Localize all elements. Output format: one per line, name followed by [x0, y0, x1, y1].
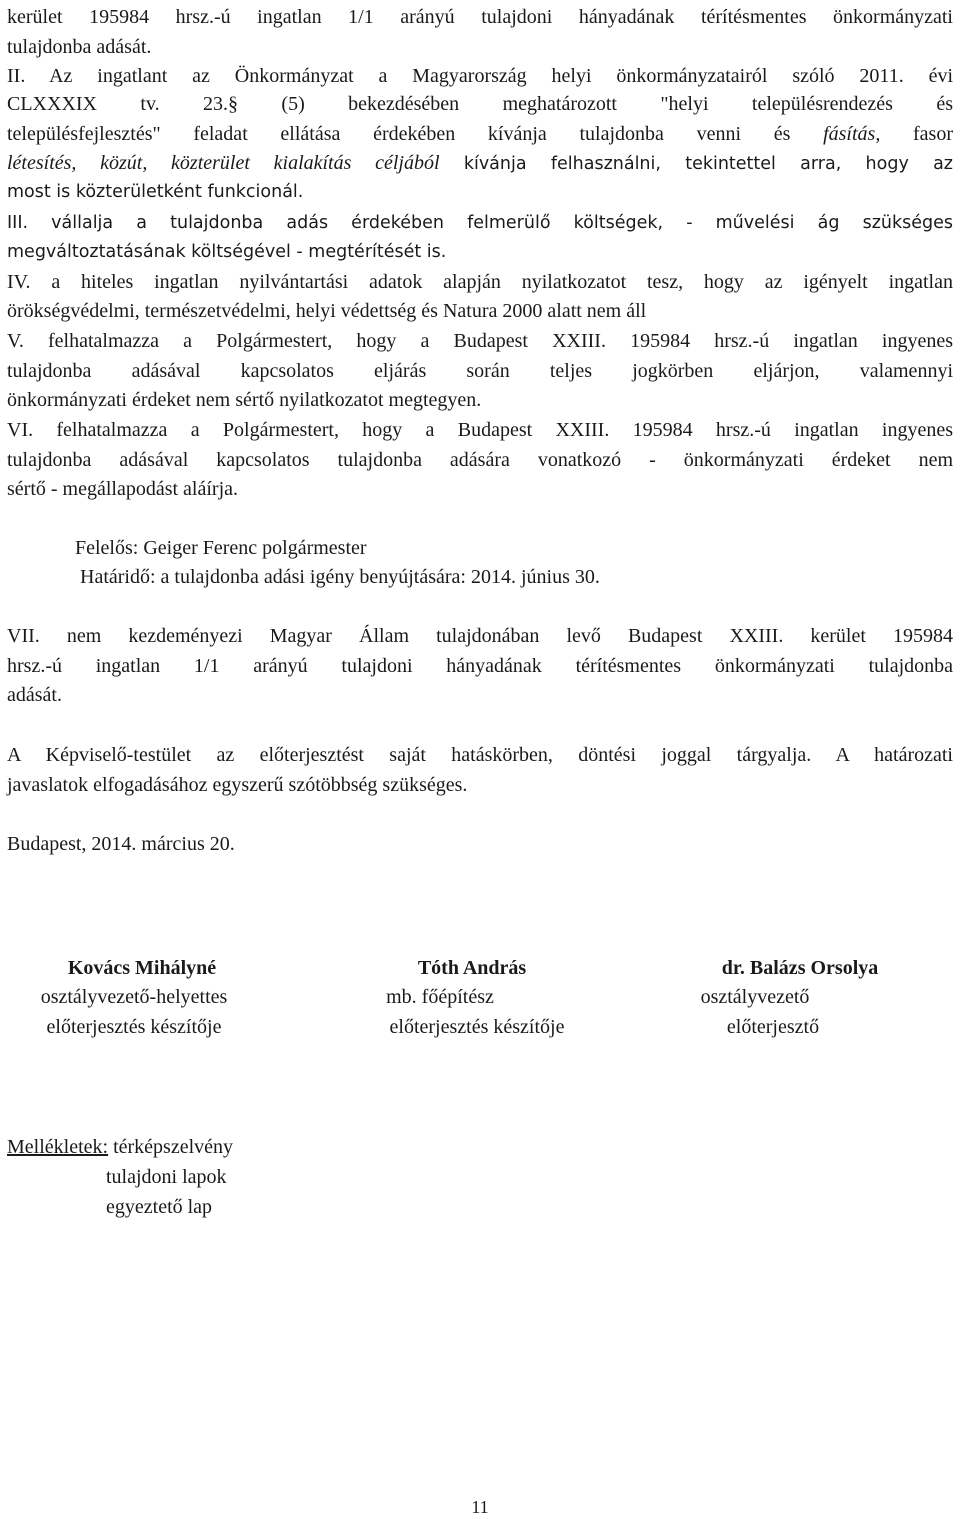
text-line: önkormányzati érdeket nem sértő nyilatkozatot megtegyen.: [7, 389, 482, 411]
document-date: Budapest, 2014. március 20.: [7, 833, 235, 855]
text-segment: , fasor: [875, 123, 953, 145]
text-line: A Képviselő-testület az előterjesztést saját hatáskörben, döntési joggal tárgyalja. A határozati: [7, 744, 953, 766]
text-line: kerület 195984 hrsz.-ú ingatlan 1/1 arányú tulajdoni hányadának térítésmentes önkormányzati: [7, 6, 953, 28]
text-line: most is közterületként funkcionál.: [7, 182, 304, 202]
text-line: CLXXXIX tv. 23.§ (5) bekezdésében meghatározott "helyi településrendezés és: [7, 93, 953, 115]
text-line: [7, 121, 953, 147]
responsible-line: Felelős: Geiger Ferenc polgármester: [75, 537, 367, 559]
text-line: hrsz.-ú ingatlan 1/1 arányú tulajdoni hányadának térítésmentes önkormányzati tulajdonba: [7, 655, 953, 677]
text-line: II. Az ingatlant az Önkormányzat a Magyarország helyi önkormányzatairól szóló 2011. évi: [7, 65, 953, 87]
text-line: VII. nem kezdeményezi Magyar Állam tulajdonában levő Budapest XXIII. kerület 195984: [7, 625, 953, 647]
signatory-note: előterjesztés készítője: [46, 1016, 222, 1038]
text-line: tulajdonba adásával kapcsolatos tulajdonba adására vonatkozó - önkormányzati érdeket nem: [7, 449, 953, 471]
italic-segment: létesítés, közút, közterület kialakítás céljából: [7, 152, 440, 174]
text-line: V. felhatalmazza a Polgármestert, hogy a Budapest XXIII. 195984 hrsz.-ú ingatlan ingyenes: [7, 330, 953, 352]
signatory-name: dr. Balázs Orsolya: [721, 957, 879, 979]
text-line: örökségvédelmi, természetvédelmi, helyi védettség és Natura 2000 alatt nem áll: [7, 300, 647, 322]
attachments-heading: [7, 1134, 233, 1160]
page-number: 11: [471, 1497, 489, 1517]
text-line: IV. a hiteles ingatlan nyilvántartási adatok alapján nyilatkozatot tesz, hogy az igényelt ingatlan: [7, 271, 953, 293]
signatory-role: osztályvezető-helyettes: [40, 986, 228, 1008]
signatory-note: előterjesztés készítője: [389, 1016, 565, 1038]
text-line: tulajdonba adását.: [7, 36, 152, 58]
text-line: adását.: [7, 684, 62, 706]
text-segment: kívánja felhasználni, tekintettel arra, hogy az: [439, 154, 953, 174]
text-line: javaslatok elfogadásához egyszerű szótöbbség szükséges.: [7, 774, 468, 796]
italic-segment: fásítás: [823, 123, 876, 145]
signatory-role: osztályvezető: [700, 986, 810, 1008]
text-line: VI. felhatalmazza a Polgármestert, hogy a Budapest XXIII. 195984 hrsz.-ú ingatlan ingyenes: [7, 419, 953, 441]
signatory-name: Tóth András: [417, 957, 527, 979]
attachment-item: egyeztető lap: [106, 1196, 213, 1218]
text-line: sértő - megállapodást aláírja.: [7, 478, 239, 500]
attachment-item: térképszelvény: [113, 1136, 234, 1158]
text-line: III. vállalja a tulajdonba adás érdekében felmerülő költségek, - művelési ág szükséges: [7, 213, 953, 233]
text-line: [7, 150, 953, 177]
signatory-role: mb. főépítész: [386, 986, 494, 1008]
text-line: tulajdonba adásával kapcsolatos eljárás során teljes jogkörben eljárjon, valamennyi: [7, 360, 953, 382]
signatory-name: Kovács Mihályné: [67, 957, 217, 979]
attachments-label: Mellékletek:: [7, 1136, 109, 1158]
deadline-line: Határidő: a tulajdonba adási igény benyújtására: 2014. június 30.: [80, 566, 600, 588]
text-segment: településfejlesztés" feladat ellátása érdekében kívánja tulajdonba venni és: [7, 123, 824, 145]
text-line: megváltoztatásának költségével - megtérítését is.: [7, 242, 447, 262]
attachment-item: tulajdoni lapok: [106, 1166, 227, 1188]
signatory-note: előterjesztő: [726, 1016, 820, 1038]
